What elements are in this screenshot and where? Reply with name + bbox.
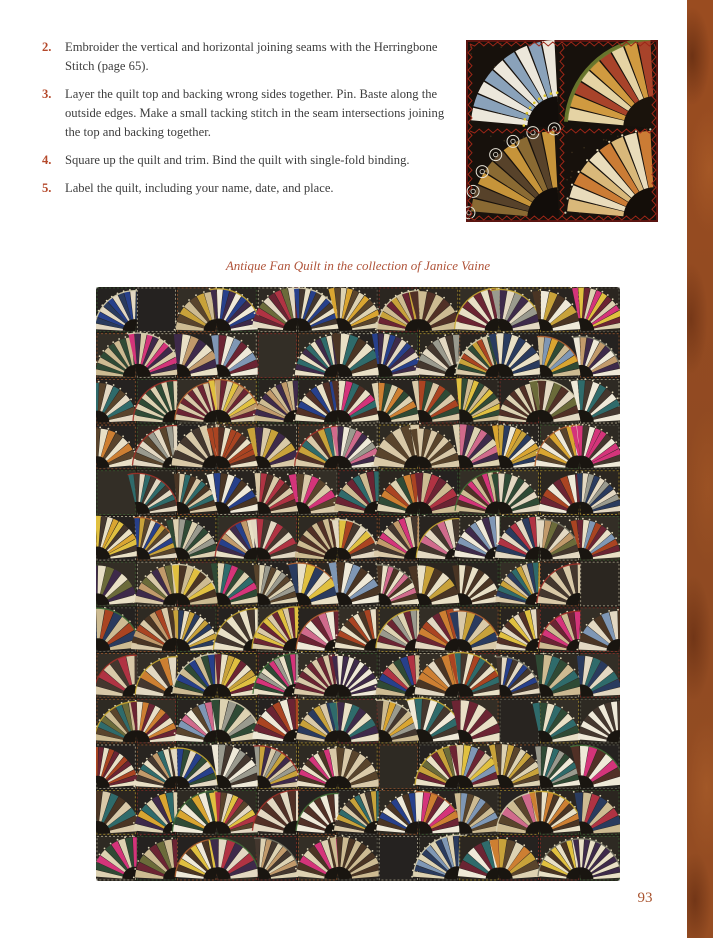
- list-item-number: 4.: [42, 153, 52, 167]
- list-item-text: Label the quilt, including your name, date, and place.: [65, 181, 334, 195]
- antique-fan-quilt-photo: [96, 287, 620, 881]
- list-item-number: 2.: [42, 40, 52, 54]
- list-item-number: 3.: [42, 87, 52, 101]
- fan-blocks-detail-photo: [466, 40, 658, 222]
- list-item-text: Layer the quilt top and backing wrong sides together. Pin. Baste along the outside edges. Make a small tacking stitch in the seam intersections joining the top and backing together.: [65, 87, 445, 139]
- list-item: [42, 179, 462, 198]
- list-item-text: Embroider the vertical and horizontal joining seams with the Herringbone Stitch (page 65).: [65, 40, 438, 73]
- page-number: 93: [637, 890, 653, 906]
- list-item: [42, 151, 462, 170]
- page-edge-texture: [687, 0, 713, 938]
- list-item: [42, 85, 462, 142]
- list-item: [42, 38, 462, 76]
- photo-caption: Antique Fan Quilt in the collection of Janice Vaine: [225, 258, 491, 273]
- instruction-list: [42, 38, 462, 207]
- list-item-text: Square up the quilt and trim. Bind the quilt with single-fold binding.: [65, 153, 410, 167]
- list-item-number: 5.: [42, 181, 52, 195]
